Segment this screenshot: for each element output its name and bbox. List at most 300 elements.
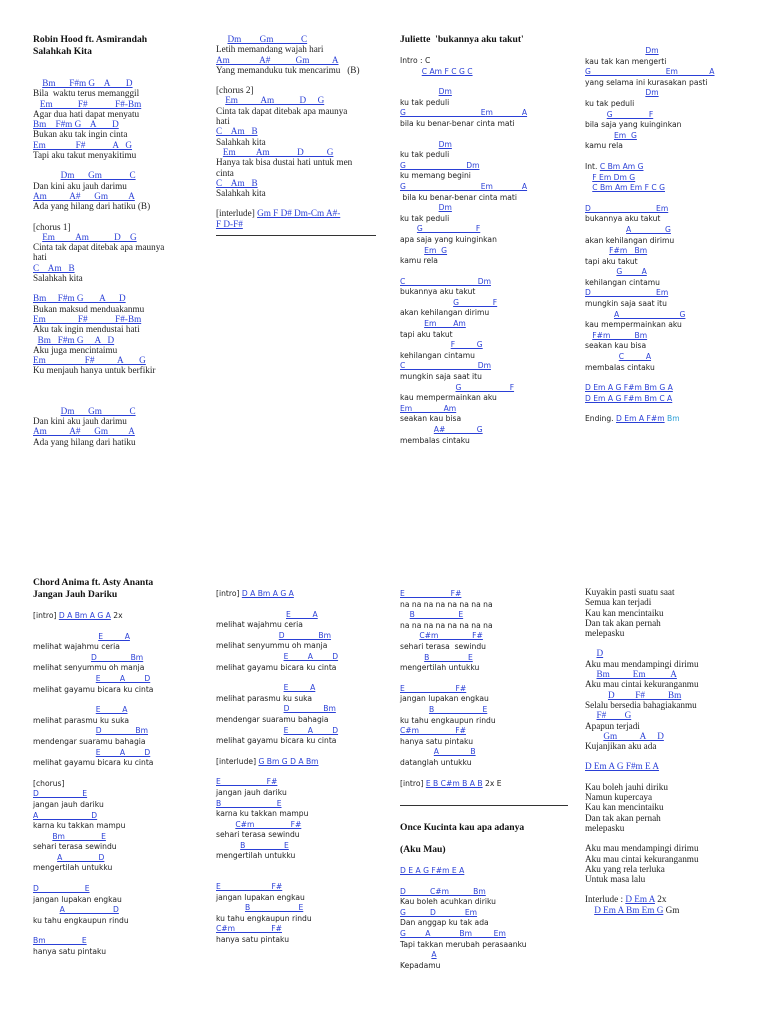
chord-line bbox=[33, 632, 205, 643]
chord-symbols: D Em A bbox=[625, 894, 655, 905]
lyric-line: melihat wajahmu ceria bbox=[33, 642, 120, 652]
lyric-line: [chorus 2] bbox=[216, 85, 254, 96]
chord-line bbox=[585, 46, 755, 57]
chord-symbols: C A bbox=[618, 352, 652, 362]
chord-line bbox=[216, 799, 381, 810]
chord-line bbox=[400, 319, 570, 330]
chord-symbols: A G bbox=[613, 309, 686, 319]
chord-symbols: E A D bbox=[95, 747, 151, 757]
lyric-line: Kau boleh acuhkan diriku bbox=[400, 897, 496, 907]
lyric-line: Cinta tak dapat ditebak apa maunya bbox=[216, 105, 348, 116]
chord-line bbox=[216, 126, 376, 136]
lyric-line: karna ku takkan mampu bbox=[33, 821, 126, 831]
chord-symbols: Bm E bbox=[52, 831, 106, 841]
chord-line bbox=[33, 406, 205, 416]
chord-symbols: Bm F#m G A D bbox=[37, 334, 115, 345]
chord-symbols: C Dm bbox=[400, 276, 491, 286]
spacer bbox=[585, 404, 755, 414]
chord-symbols: F G bbox=[450, 340, 483, 350]
chord-symbols: Am A# Gm A bbox=[33, 426, 135, 437]
song-title: Once Kucinta kau apa adanya bbox=[400, 822, 525, 834]
chord-symbols: F# G bbox=[596, 710, 632, 721]
chord-symbols: Em Am D G bbox=[225, 95, 325, 106]
chord-line bbox=[400, 589, 568, 600]
lyric-line: melepasku bbox=[585, 628, 625, 639]
spacer bbox=[216, 872, 381, 882]
chord-line bbox=[400, 203, 570, 214]
lyric-line: melihat parasmu ku suka bbox=[216, 693, 313, 703]
chord-line bbox=[400, 705, 568, 716]
chord-symbols: C Am B bbox=[216, 126, 258, 137]
spacer bbox=[400, 877, 568, 887]
chord-symbols: E B C#m B A B bbox=[425, 778, 483, 788]
lyric-note: (B) bbox=[340, 64, 360, 75]
chord-symbols: D Bm bbox=[95, 726, 149, 736]
lyric-line: melihat senyummu oh manja bbox=[33, 663, 145, 673]
lyric-line: mendengar suaramu bahagia bbox=[33, 736, 146, 746]
lyric-line: mendengar suaramu bahagia bbox=[216, 714, 329, 724]
lyric-line: Ada yang hilang dari hatiku bbox=[33, 436, 136, 447]
lyric-line: mengertilah untukku bbox=[33, 863, 113, 873]
chord-symbols: E F# bbox=[400, 683, 467, 693]
chord-line bbox=[400, 340, 570, 351]
spacer bbox=[33, 283, 205, 293]
chord-line bbox=[585, 225, 755, 236]
chord-symbols: D Em A G F#m E A bbox=[585, 761, 660, 772]
lyric-line: tapi aku takut bbox=[585, 256, 638, 266]
chord-symbols: D bbox=[596, 648, 604, 659]
chord-symbols: Em F# A G bbox=[33, 355, 146, 366]
chord-progression-line bbox=[33, 611, 205, 622]
spacer bbox=[400, 267, 570, 277]
chord-symbols: E A D bbox=[95, 673, 151, 683]
progression-label: [interlude] bbox=[216, 756, 259, 766]
chord-symbols: C Dm bbox=[400, 361, 491, 371]
chord-line bbox=[585, 761, 760, 771]
chord-line bbox=[400, 929, 568, 940]
song-robin-hood-part1 bbox=[33, 34, 205, 447]
chord-symbols: D Bm bbox=[90, 652, 144, 662]
lyric-line: Cinta tak dapat ditebak apa maunya bbox=[33, 242, 165, 253]
lyric-line: jangan jauh dariku bbox=[216, 787, 287, 797]
chord-line bbox=[33, 314, 205, 324]
lyric-line: ku memang begini bbox=[400, 171, 471, 181]
chord-line bbox=[400, 298, 570, 309]
spacer bbox=[216, 747, 381, 757]
chord-line bbox=[400, 383, 570, 394]
chord-line bbox=[400, 887, 568, 898]
lyric-line: tapi aku takut bbox=[400, 329, 453, 339]
lyric-line: Aku tak ingin mendustai hati bbox=[33, 324, 140, 335]
lyric-line: yang selama ini kurasakan pasti bbox=[585, 77, 708, 87]
chord-symbols: E F# bbox=[216, 777, 278, 787]
lyric-line: kamu rela bbox=[585, 141, 623, 151]
spacer bbox=[400, 130, 570, 140]
chord-symbols: F#m Bm bbox=[592, 330, 648, 340]
chord-symbols: Dm bbox=[438, 87, 452, 97]
lyric-line: [chorus] bbox=[33, 778, 65, 788]
spacer bbox=[33, 874, 205, 884]
chord-line bbox=[400, 866, 568, 877]
chord-symbols: Dm bbox=[645, 88, 659, 98]
chord-symbols: D A Bm A G A bbox=[58, 611, 111, 620]
lyric-line: Tapi aku takut menyakitimu bbox=[33, 150, 137, 161]
spacer bbox=[33, 376, 205, 396]
chord-symbols: G F bbox=[416, 224, 481, 234]
chord-symbols: C Am F C G C bbox=[421, 66, 473, 76]
chord-symbols: F D-F# bbox=[216, 218, 243, 229]
chord-symbols: B E bbox=[424, 652, 473, 662]
chord-progression-line bbox=[585, 894, 760, 904]
spacer bbox=[585, 751, 760, 761]
chord-line bbox=[33, 140, 205, 150]
spacer bbox=[33, 160, 205, 170]
chord-symbols: E F# bbox=[400, 589, 462, 598]
chord-line bbox=[216, 924, 381, 935]
lyric-line: kau mempermainkan aku bbox=[585, 320, 682, 330]
song-robin-hood-part2 bbox=[216, 34, 376, 242]
chord-symbols: D Em A F#m bbox=[616, 414, 665, 424]
chord-symbols: C Am B bbox=[33, 262, 75, 273]
spacer bbox=[216, 862, 381, 872]
chord-progression-line bbox=[216, 757, 381, 768]
chord-line bbox=[33, 191, 205, 201]
chord-line bbox=[33, 832, 205, 843]
chord-symbols: Bm F#m G A D bbox=[33, 119, 119, 130]
chord-line bbox=[33, 905, 205, 916]
lyric-line: Dan tak akan pernah bbox=[585, 617, 661, 628]
lyric-line: hati bbox=[33, 252, 47, 263]
lyric-line: seakan kau bisa bbox=[400, 414, 462, 424]
chord-line bbox=[585, 110, 755, 121]
chord-line bbox=[216, 903, 381, 914]
chord-line bbox=[400, 87, 570, 98]
chord-line bbox=[585, 204, 755, 215]
chord-symbols: Dm bbox=[645, 46, 659, 55]
spacer bbox=[400, 46, 570, 56]
spacer bbox=[216, 198, 376, 208]
chord-symbols: D E bbox=[33, 789, 88, 799]
section-divider bbox=[400, 805, 568, 806]
spacer bbox=[400, 769, 568, 779]
lyric-line: ku tak peduli bbox=[585, 98, 635, 108]
chord-line bbox=[216, 631, 381, 642]
lyric-line: Kau boleh jauhi diriku bbox=[585, 781, 668, 792]
chord-symbols: G A bbox=[616, 267, 647, 277]
chord-line bbox=[585, 288, 755, 299]
chord-symbols: C Am B bbox=[216, 177, 258, 188]
chord-symbols: G F bbox=[455, 382, 515, 392]
chord-symbols: D C#m Bm bbox=[400, 886, 486, 896]
chord-line bbox=[33, 232, 205, 242]
lyric-line: membalas cintaku bbox=[400, 435, 470, 445]
chord-line bbox=[400, 67, 570, 78]
lyric-line: Dan kini aku jauh darimu bbox=[33, 416, 127, 427]
chord-line bbox=[585, 690, 760, 700]
lyric-line: Aku mau cintai kekuranganmu bbox=[585, 853, 699, 864]
chord-symbols: E A bbox=[286, 609, 318, 619]
spacer bbox=[33, 396, 205, 406]
lyric-line: Dan anggap ku tak ada bbox=[400, 918, 489, 928]
chord-line bbox=[400, 908, 568, 919]
chord-symbols: B E bbox=[216, 798, 282, 808]
progression-label bbox=[585, 905, 594, 915]
spacer bbox=[216, 600, 381, 610]
chord-symbols: C Bm Am Em F C G bbox=[592, 183, 665, 193]
song-anima-part3-once bbox=[400, 589, 568, 971]
spacer bbox=[585, 194, 755, 204]
chord-line bbox=[585, 267, 755, 278]
lyric-line: Aku mau mendampingi dirimu bbox=[585, 843, 699, 854]
chord-symbols: D Em bbox=[585, 288, 669, 298]
chord-line bbox=[400, 726, 568, 737]
chord-symbols: Dm Gm C bbox=[60, 170, 136, 181]
chord-line bbox=[585, 648, 760, 658]
song-juliette-part2 bbox=[585, 46, 755, 425]
progression-label: Int. bbox=[585, 161, 600, 171]
lyric-line: Bukan aku tak ingin cinta bbox=[33, 129, 128, 140]
lyric-line: Kau kan mencintaiku bbox=[585, 802, 664, 813]
chord-symbols: Em G bbox=[424, 245, 448, 255]
spacer bbox=[33, 622, 205, 632]
lyric-line: kehilangan cintamu bbox=[585, 277, 660, 287]
lyric-line: ku tahu engkaupun rindu bbox=[33, 915, 129, 925]
chord-symbols: B E bbox=[409, 610, 464, 620]
chord-line bbox=[216, 147, 376, 157]
lyric-line: jangan lupakan engkau bbox=[400, 694, 489, 704]
chord-line bbox=[33, 119, 205, 129]
lyric-line: melepasku bbox=[585, 822, 625, 833]
chord-line bbox=[585, 331, 755, 342]
lyric-text: Ada yang hilang dari hatiku bbox=[33, 201, 136, 212]
spacer bbox=[400, 789, 568, 799]
chord-symbols: C#m F# bbox=[419, 631, 483, 641]
chord-symbols: D A Bm A G A bbox=[241, 589, 294, 598]
progression-label: [intro] bbox=[216, 589, 242, 598]
chord-symbols: Gm F D# Dm-Cm A#- bbox=[257, 208, 341, 219]
chord-symbols: G A Bm Em bbox=[400, 929, 506, 939]
chord-symbols: D Em A G F#m Bm C A bbox=[585, 393, 673, 403]
chord-line bbox=[585, 710, 760, 720]
chord-line bbox=[216, 704, 381, 715]
chord-line bbox=[400, 108, 570, 119]
spacer bbox=[33, 212, 205, 222]
chord-symbols: Am A# Gm A bbox=[216, 54, 339, 65]
chord-symbols: C#m F# bbox=[235, 819, 302, 829]
song-juliette-part1 bbox=[400, 34, 570, 446]
chord-line bbox=[585, 131, 755, 142]
chord-symbols: E A bbox=[98, 631, 130, 641]
spacer bbox=[585, 373, 755, 383]
chord-line bbox=[400, 277, 570, 288]
chord-line bbox=[400, 610, 568, 621]
chord-symbols: C Bm Am G bbox=[599, 161, 644, 171]
chord-line bbox=[585, 173, 755, 184]
lyric-line: hanya satu pintaku bbox=[400, 736, 474, 746]
lyric-line: ku tak peduli bbox=[400, 150, 450, 160]
chord-line bbox=[33, 99, 205, 109]
lyric-line: Intro : C bbox=[400, 56, 431, 65]
lyric-line: na na na na na na na na bbox=[400, 599, 493, 609]
chord-symbols: E A bbox=[283, 683, 316, 693]
chord-symbols: A G bbox=[626, 224, 671, 234]
chord-line bbox=[216, 726, 381, 737]
chord-symbols: F Em Dm G bbox=[592, 172, 636, 182]
spacer bbox=[585, 638, 760, 648]
lyric-line: bila ku benar-benar cinta mati bbox=[400, 192, 518, 202]
lyric-note: (B) bbox=[135, 201, 151, 212]
spacer bbox=[216, 673, 381, 683]
chord-line bbox=[33, 355, 205, 365]
lyric-line: kau tak kan mengerti bbox=[585, 56, 667, 66]
lyric-line: akan kehilangan dirimu bbox=[400, 308, 490, 318]
chord-progression-line bbox=[585, 905, 760, 915]
lyric-line: akan kehilangan dirimu bbox=[585, 235, 675, 245]
chord-line bbox=[216, 34, 376, 44]
song-once-part2 bbox=[585, 587, 760, 915]
chord-line bbox=[400, 246, 570, 257]
lyric-line: Salahkah kita bbox=[216, 136, 266, 147]
lyric-line: hati bbox=[216, 116, 230, 127]
lyric-line: Kuyakin pasti suatu saat bbox=[585, 587, 675, 597]
chord-symbols: D Em A G F#m Bm G A bbox=[585, 383, 673, 393]
chord-line bbox=[400, 140, 570, 151]
chord-line bbox=[585, 394, 755, 405]
chord-symbols: Em Am D G bbox=[42, 231, 137, 242]
chord-symbols: A D bbox=[59, 905, 119, 915]
chord-line bbox=[216, 777, 381, 788]
progression-label: Interlude : bbox=[585, 894, 626, 905]
lyric-line: ku tahu engkaupun rindu bbox=[400, 715, 496, 725]
progression-suffix: 2x bbox=[110, 611, 123, 620]
lyric-line: ku tak peduli bbox=[400, 97, 450, 107]
chord-line bbox=[400, 361, 570, 372]
lyric-line: Salahkah kita bbox=[216, 188, 266, 199]
song-title: Jangan Jauh Dariku bbox=[33, 589, 118, 600]
chord-symbols: Bm E bbox=[33, 936, 87, 946]
chord-symbols: Dm Gm C bbox=[60, 405, 136, 416]
chord-line bbox=[33, 78, 205, 88]
chord-symbols: A bbox=[431, 950, 437, 960]
spacer bbox=[33, 58, 205, 78]
progression-suffix: 2x E bbox=[482, 778, 502, 788]
progression-label: Ending. bbox=[585, 414, 617, 424]
lyric-line: jangan jauh dariku bbox=[33, 799, 104, 809]
chord-symbols: Bm Em A bbox=[596, 669, 677, 680]
chord-line bbox=[33, 705, 205, 716]
chord-symbols: D Em bbox=[585, 203, 669, 213]
chord-symbols: C#m F# bbox=[216, 924, 283, 934]
chord-symbols: Bm F#m G A D bbox=[42, 78, 133, 88]
lyric-line: sehari terasa sewindu bbox=[216, 830, 300, 840]
progression-label: [interlude] bbox=[216, 208, 258, 219]
lyric-line: melihat gayamu bicara ku cinta bbox=[33, 684, 154, 694]
spacer bbox=[216, 75, 376, 85]
chord-symbols: F#m Bm bbox=[609, 246, 648, 256]
chord-line bbox=[400, 425, 570, 436]
chord-line bbox=[585, 731, 760, 741]
lyric-line: bukannya aku takut bbox=[400, 287, 476, 297]
chord-symbols: G F bbox=[606, 109, 654, 119]
chord-line bbox=[216, 178, 376, 188]
chord-line bbox=[33, 674, 205, 685]
chord-line bbox=[585, 352, 755, 363]
chord-symbols: A# G bbox=[433, 425, 483, 434]
spacer bbox=[585, 152, 755, 162]
lyric-line: bila saja yang kuinginkan bbox=[585, 120, 682, 130]
chord-line bbox=[33, 426, 205, 436]
chord-symbols: Em G bbox=[613, 130, 637, 140]
chord-symbols: D Bm bbox=[283, 704, 336, 714]
chord-symbols: Gm A D bbox=[603, 730, 664, 741]
lyric-line: Letih memandang wajah hari bbox=[216, 44, 324, 55]
lyric-line: Apapun terjadi bbox=[585, 720, 640, 731]
lyric-line: melihat parasmu ku suka bbox=[33, 715, 130, 725]
chord-line bbox=[33, 170, 205, 180]
lyric-line: Aku mau mendampingi dirimu bbox=[585, 658, 699, 669]
spacer bbox=[400, 812, 568, 822]
chord-line bbox=[33, 653, 205, 664]
lyric-line: apa saja yang kuinginkan bbox=[400, 234, 497, 244]
chord-symbols: B E bbox=[240, 840, 289, 850]
progression-label: [intro] bbox=[33, 611, 59, 620]
lyric-line: Namun kupercaya bbox=[585, 792, 653, 803]
chord-symbols: E A D bbox=[283, 651, 339, 661]
lyric-line: sehari terasa sewindu bbox=[400, 641, 486, 651]
lyric-line: seakan kau bisa bbox=[585, 341, 647, 351]
chord-symbols: G Em A bbox=[400, 181, 528, 191]
lyric-line: kehilangan cintamu bbox=[400, 350, 475, 360]
chord-line bbox=[216, 882, 381, 893]
chord-symbols: E A bbox=[95, 705, 128, 715]
song-title: Juliette 'bukannya aku takut' bbox=[400, 34, 524, 45]
lyric-line: datanglah untukku bbox=[400, 757, 472, 767]
chord-line bbox=[216, 652, 381, 663]
spacer bbox=[400, 77, 570, 87]
chord-line bbox=[400, 182, 570, 193]
song-anima-part2 bbox=[216, 589, 381, 946]
chord-line bbox=[585, 669, 760, 679]
chord-line bbox=[216, 95, 376, 105]
lyric-line: Aku yang rela terluka bbox=[585, 863, 665, 874]
chord-symbols: Bm F#m G A D bbox=[33, 293, 126, 304]
chord-line bbox=[33, 335, 205, 345]
chord-progression-line bbox=[216, 208, 376, 218]
spacer bbox=[400, 674, 568, 684]
lyric-line: Hanya tak bisa dustai hati untuk men bbox=[216, 157, 353, 168]
chord-line bbox=[216, 683, 381, 694]
song-title: (Aku Mau) bbox=[400, 844, 446, 856]
lyric-line: ku tak peduli bbox=[400, 213, 450, 223]
chord-symbols: Dm bbox=[438, 203, 452, 213]
chord-symbols: D E A G F#m E A bbox=[400, 866, 465, 876]
chord-line bbox=[33, 293, 205, 303]
lyric-line: hanya satu pintaku bbox=[33, 947, 107, 957]
chord-line bbox=[400, 653, 568, 664]
chord-progression-line bbox=[585, 162, 755, 173]
chord-symbols: A B bbox=[433, 747, 476, 757]
chord-symbols: Em Am bbox=[424, 319, 466, 329]
spacer bbox=[216, 767, 381, 777]
chord-line bbox=[400, 747, 568, 758]
chord-line bbox=[585, 310, 755, 321]
song-title: Salahkah Kita bbox=[33, 46, 92, 57]
lyric-line: Kujanjikan aku ada bbox=[585, 741, 657, 752]
chord-line bbox=[400, 950, 568, 961]
chord-symbols: G Em A bbox=[585, 67, 715, 77]
chord-symbols: E F# bbox=[216, 882, 283, 892]
song-title: Chord Anima ft. Asty Ananta bbox=[33, 577, 154, 588]
